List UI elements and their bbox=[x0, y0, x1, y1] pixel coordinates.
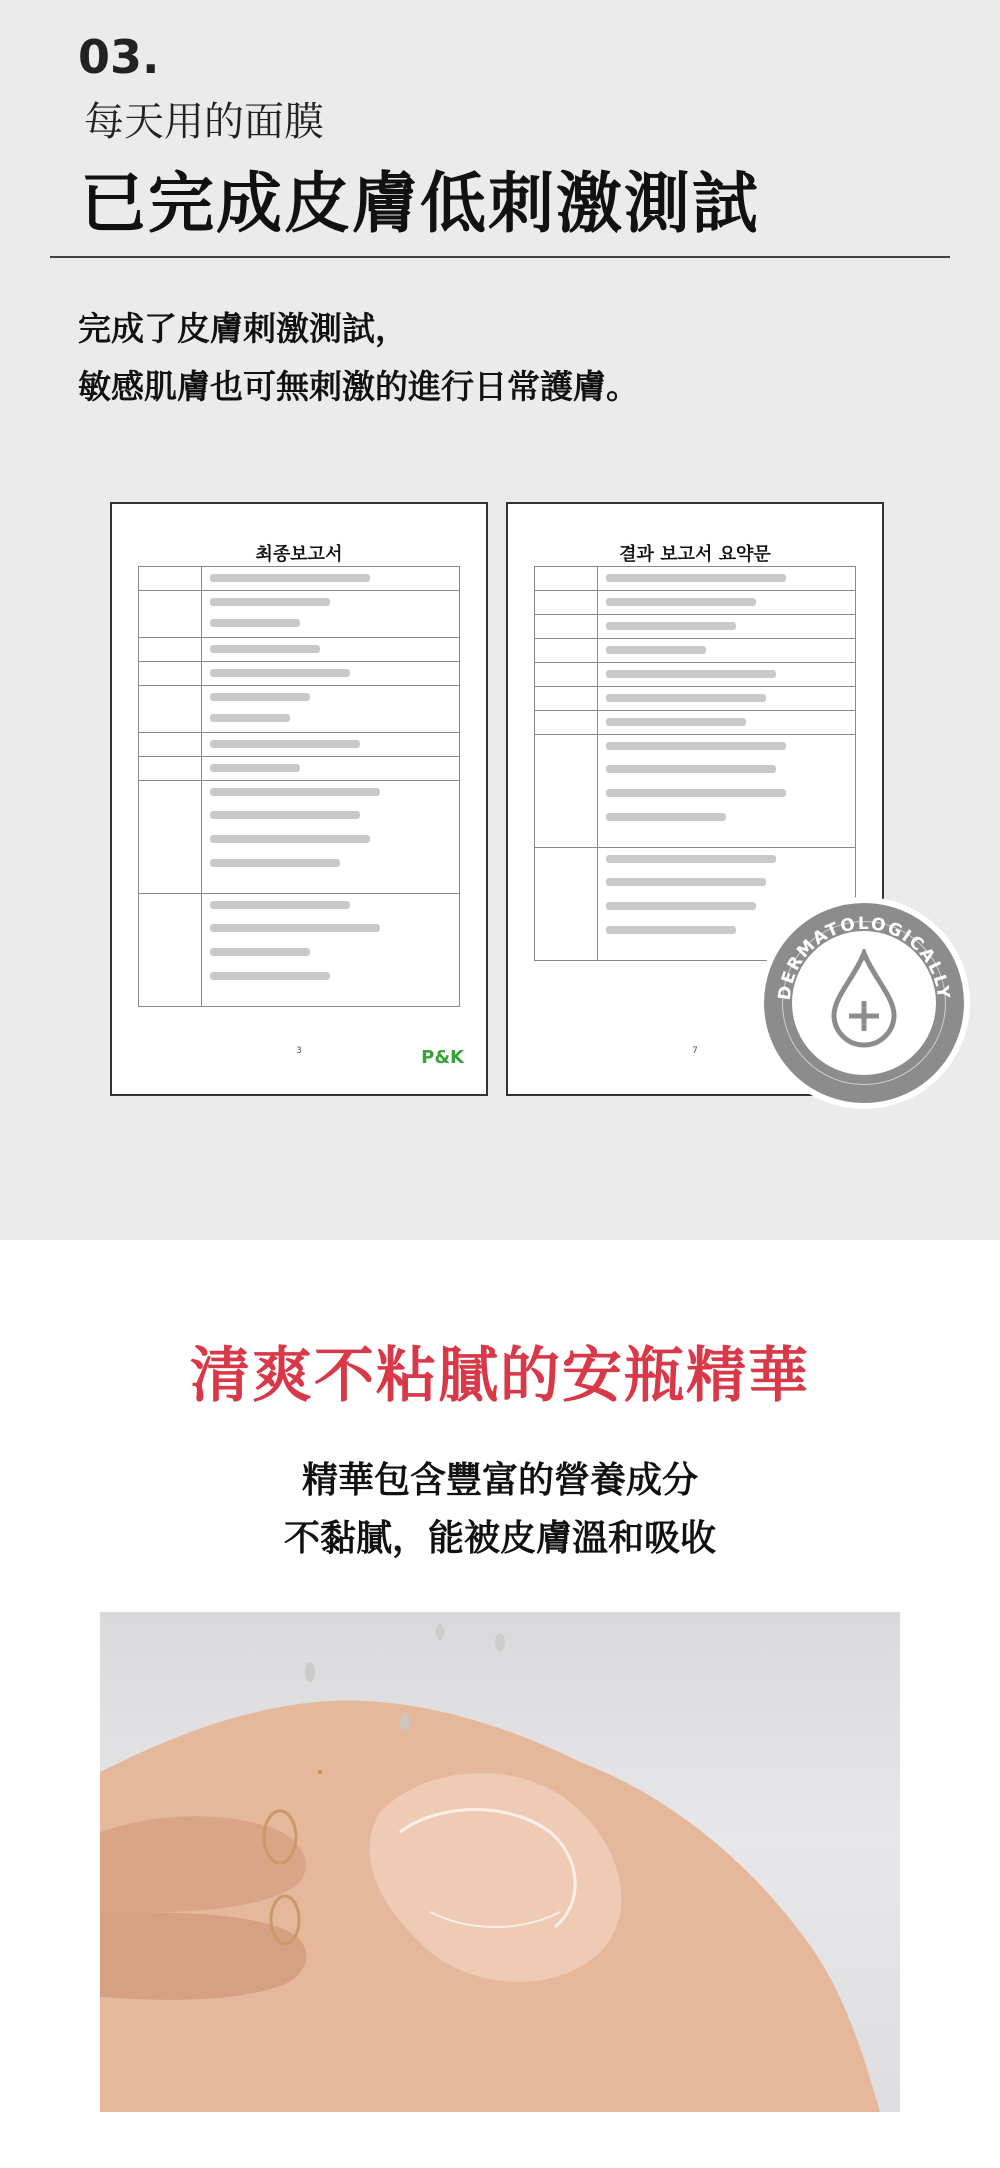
report-title: 최종보고서 bbox=[255, 544, 343, 565]
section-subtitle: 每天用的面膜 bbox=[84, 99, 324, 145]
hand-illustration bbox=[100, 1612, 900, 2112]
badge-bottom-text: TESTED bbox=[821, 1035, 907, 1067]
ampoule-description bbox=[0, 1452, 1000, 1568]
page-number: 3 bbox=[296, 1046, 302, 1056]
badge-top-text: DERMATOLOGICALLY bbox=[774, 913, 954, 1002]
intro-line-1: 完成了皮膚刺激測試， bbox=[78, 309, 408, 348]
divider bbox=[50, 256, 950, 258]
intro-text bbox=[78, 300, 639, 416]
report-document-1 bbox=[110, 502, 488, 1096]
intro-line-2: 敏感肌膚也可無刺激的進行日常護膚。 bbox=[78, 367, 639, 406]
report-title: 결과 보고서 요약문 bbox=[619, 544, 771, 565]
ampoule-hand-photo bbox=[100, 1612, 900, 2112]
report-table bbox=[138, 566, 460, 1007]
report-table bbox=[534, 566, 856, 961]
ampoule-title: 清爽不粘膩的安瓶精華 bbox=[190, 1341, 810, 1411]
section-headline: 已完成皮膚低刺激測試 bbox=[80, 165, 760, 242]
page-number: 7 bbox=[692, 1046, 698, 1056]
pk-logo: P&K bbox=[421, 1047, 464, 1068]
dermatologically-tested-badge bbox=[758, 897, 970, 1109]
ampoule-line-2: 不黏膩，能被皮膚溫和吸收 bbox=[283, 1518, 716, 1559]
section-number: 03. bbox=[78, 30, 160, 84]
drop-plus-icon bbox=[826, 949, 902, 1049]
ampoule-line-1: 精華包含豐富的營養成分 bbox=[301, 1460, 698, 1501]
